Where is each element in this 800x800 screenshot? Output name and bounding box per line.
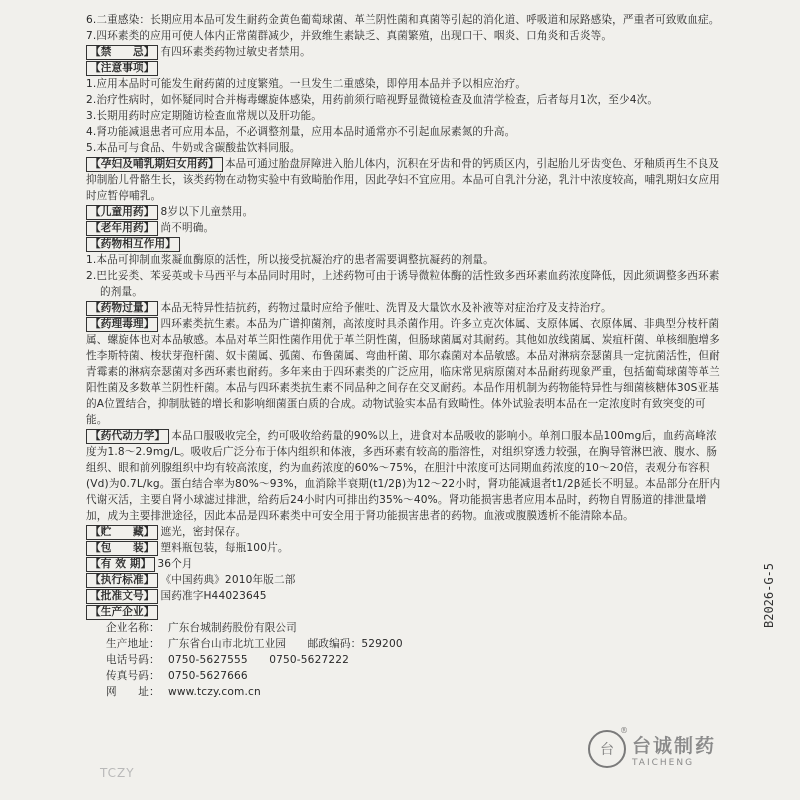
section-heading: 【药代动力学】	[86, 429, 169, 444]
manufacturer-value: 0750-5627555 0750-5627222	[168, 654, 350, 666]
manufacturer-value: 0750-5627666	[168, 670, 248, 682]
approval-section	[86, 588, 726, 604]
manufacturer-details	[86, 620, 726, 700]
overdose-text: 本品无特异性拮抗药，药物过量时应给予催吐、洗胃及大量饮水及补液等对症治疗及支持治疗。	[160, 302, 612, 314]
contraindications-section	[86, 44, 726, 60]
pregnancy-section	[86, 156, 726, 204]
precautions-section	[86, 60, 726, 76]
storage-text: 遮光，密封保存。	[160, 526, 247, 538]
section-heading: 【有 效 期】	[86, 557, 155, 572]
section-heading: 【药物相互作用】	[86, 237, 180, 252]
manufacturer-key: 网 址：	[106, 686, 160, 698]
section-heading: 【药物过量】	[86, 301, 158, 316]
section-heading: 【生产企业】	[86, 605, 158, 620]
manufacturer-key: 传真号码：	[106, 670, 160, 682]
manufacturer-value: 广东省台山市北坑工业园 邮政编码：529200	[168, 638, 403, 650]
section-heading: 【儿童用药】	[86, 205, 158, 220]
elderly-section	[86, 220, 726, 236]
precaution-item: 1.应用本品时可能发生耐药菌的过度繁殖。一旦发生二重感染，即停用本品并予以相应治疗。	[86, 78, 527, 90]
section-heading: 【孕妇及哺乳期妇女用药】	[86, 157, 223, 172]
section-heading: 【禁 忌】	[86, 45, 158, 60]
manufacturer-key: 企业名称：	[106, 622, 160, 634]
manufacturer-key: 电话号码：	[106, 654, 160, 666]
pregnancy-text: 本品可通过胎盘屏障进入胎儿体内，沉积在牙齿和骨的钙质区内，引起胎儿牙齿变色、牙釉质再生不良及抑制胎儿骨骼生长，该类药物在动物实验中有致畸胎作用，因此孕妇不宜应用。本品可自乳汁分泌，乳汁中浓度较高，哺乳期妇女应用时应暂停哺乳。	[86, 158, 720, 202]
manufacturer-row	[106, 684, 726, 700]
interaction-item: 2.巴比妥类、苯妥英或卡马西平与本品同时用时，上述药物可由于诱导微粒体酶的活性致多西环素血药浓度降低，因此须调整多西环素的剂量。	[86, 270, 720, 298]
interactions-section	[86, 236, 726, 252]
leaflet-body	[86, 12, 726, 700]
adverse-item: 7.四环素类的应用可使人体内正常菌群减少，并致维生素缺乏、真菌繁殖，出现口干、咽炎、口角炎和舌炎等。	[86, 30, 613, 42]
section-heading: 【执行标准】	[86, 573, 158, 588]
logo-english-name: TAICHENG	[632, 757, 695, 768]
manufacturer-value: 广东台城制药股份有限公司	[168, 622, 297, 634]
packaging-section	[86, 540, 726, 556]
manufacturer-key: 生产地址：	[106, 638, 160, 650]
precaution-item: 5.本品可与食品、牛奶或含碳酸盐饮料同服。	[86, 142, 301, 154]
adverse-item: 6.二重感染：长期应用本品可发生耐药金黄色葡萄球菌、革兰阴性菌和真菌等引起的消化道、呼吸道和尿路感染，严重者可致败血症。	[86, 14, 720, 26]
section-heading: 【批准文号】	[86, 589, 158, 604]
company-logo	[588, 726, 717, 768]
logo-names	[632, 731, 716, 768]
logo-chinese-name: 台诚制药	[632, 734, 717, 757]
approval-text: 国药准字H44023645	[160, 590, 267, 602]
logo-emblem-glyph: 台	[600, 742, 614, 758]
manufacturer-section	[86, 604, 726, 620]
validity-text: 36个月	[157, 558, 193, 570]
manufacturer-row	[106, 652, 726, 668]
children-text: 8岁以下儿童禁用。	[160, 206, 254, 218]
manufacturer-row	[106, 636, 726, 652]
section-heading: 【老年用药】	[86, 221, 158, 236]
precaution-item: 3.长期用药时应定期随访检查血常规以及肝功能。	[86, 110, 323, 122]
pharmacokinetics-section	[86, 428, 726, 524]
section-heading: 【贮 藏】	[86, 525, 158, 540]
pharmacology-section	[86, 316, 726, 428]
section-heading: 【注意事项】	[86, 61, 158, 76]
registered-mark: ®	[620, 726, 628, 735]
manufacturer-row	[106, 620, 726, 636]
precaution-item: 4.肾功能减退患者可应用本品，不必调整剂量，应用本品时通常亦不引起血尿素氮的升高。	[86, 126, 516, 138]
validity-section	[86, 556, 726, 572]
manufacturer-row	[106, 668, 726, 684]
print-code: B2026-G-5	[762, 562, 776, 628]
section-heading: 【药理毒理】	[86, 317, 158, 332]
pharmacokinetics-text: 本品口服吸收完全，约可吸收给药量的90%以上，进食对本品吸收的影响小。单剂口服本品100mg后，血药高峰浓度为1.8～2.9mg/L。吸收后广泛分布于体内组织和体液，多西环素有较高的脂溶性，对组织穿透力较强，在胸导管淋巴液、腹水、肠组织、眼和前列腺组织中均有较高浓度，约为血药浓度的60%～75%，在胆汁中浓度可达同期血药浓度的10～20倍，表观分布容积(Vd)为0.7L/kg。蛋白结合率为80%～93%，血消除半衰期(t1/2β)为12～22小时，肾功能减退者t1/2β延长不明显。本品部分在肝内代谢灭活，主要自肾小球滤过排泄，给药后24小时内可排出约35%～40%。肾功能损害患者应用本品时，药物自胃肠道的排泄量增加，成为主要排泄途径，因此本品是四环素类中可安全用于肾功能损害患者的药物。血液或腹膜透析不能清除本品。	[86, 430, 721, 522]
pharmacology-text: 四环素类抗生素。本品为广谱抑菌剂，高浓度时具杀菌作用。许多立克次体属、支原体属、衣原体属、非典型分枝杆菌属、螺旋体也对本品敏感。本品对革兰阳性菌作用优于革兰阴性菌，但肠球菌属对其耐药。其他如放线菌属、炭疽杆菌、单核细胞增多性李斯特菌、梭状芽孢杆菌、奴卡菌属、弧菌、布鲁菌属、弯曲杆菌、耶尔森菌对本品敏感。本品对淋病奈瑟菌具一定抗菌活性，但耐青霉素的淋病奈瑟菌对多西环素也耐药。多年来由于四环素类的广泛应用，临床常见病原菌对本品耐药现象严重，包括葡萄球菌等革兰阳性菌及多数革兰阴性杆菌。本品与四环素类抗生素不同品种之间存在交叉耐药。本品作用机制为药物能特异性与细菌核糖体30S亚基的A位置结合，抑制肽链的增长和影响细菌蛋白质的合成。动物试验实本品有致畸性。体外试验表明本品在一定浓度时有致突变的可能。	[86, 318, 720, 426]
overdose-section	[86, 300, 726, 316]
contraindications-text: 有四环素类药物过敏史者禁用。	[160, 46, 311, 58]
children-section	[86, 204, 726, 220]
logo-emblem-icon	[588, 726, 628, 768]
footer-watermark: TCZY	[100, 766, 135, 780]
standard-section	[86, 572, 726, 588]
packaging-text: 塑料瓶包装，每瓶100片。	[160, 542, 289, 554]
precaution-item: 2.治疗性病时，如怀疑同时合并梅毒螺旋体感染，用药前须行暗视野显微镜检查及血清学检查，后者每月1次，至少4次。	[86, 94, 659, 106]
storage-section	[86, 524, 726, 540]
elderly-text: 尚不明确。	[160, 222, 215, 234]
interaction-item: 1.本品可抑制血浆凝血酶原的活性，所以接受抗凝治疗的患者需要调整抗凝药的剂量。	[86, 254, 494, 266]
website-value: www.tczy.com.cn	[168, 686, 261, 698]
standard-text: 《中国药典》2010年版二部	[160, 574, 296, 586]
section-heading: 【包 装】	[86, 541, 158, 556]
